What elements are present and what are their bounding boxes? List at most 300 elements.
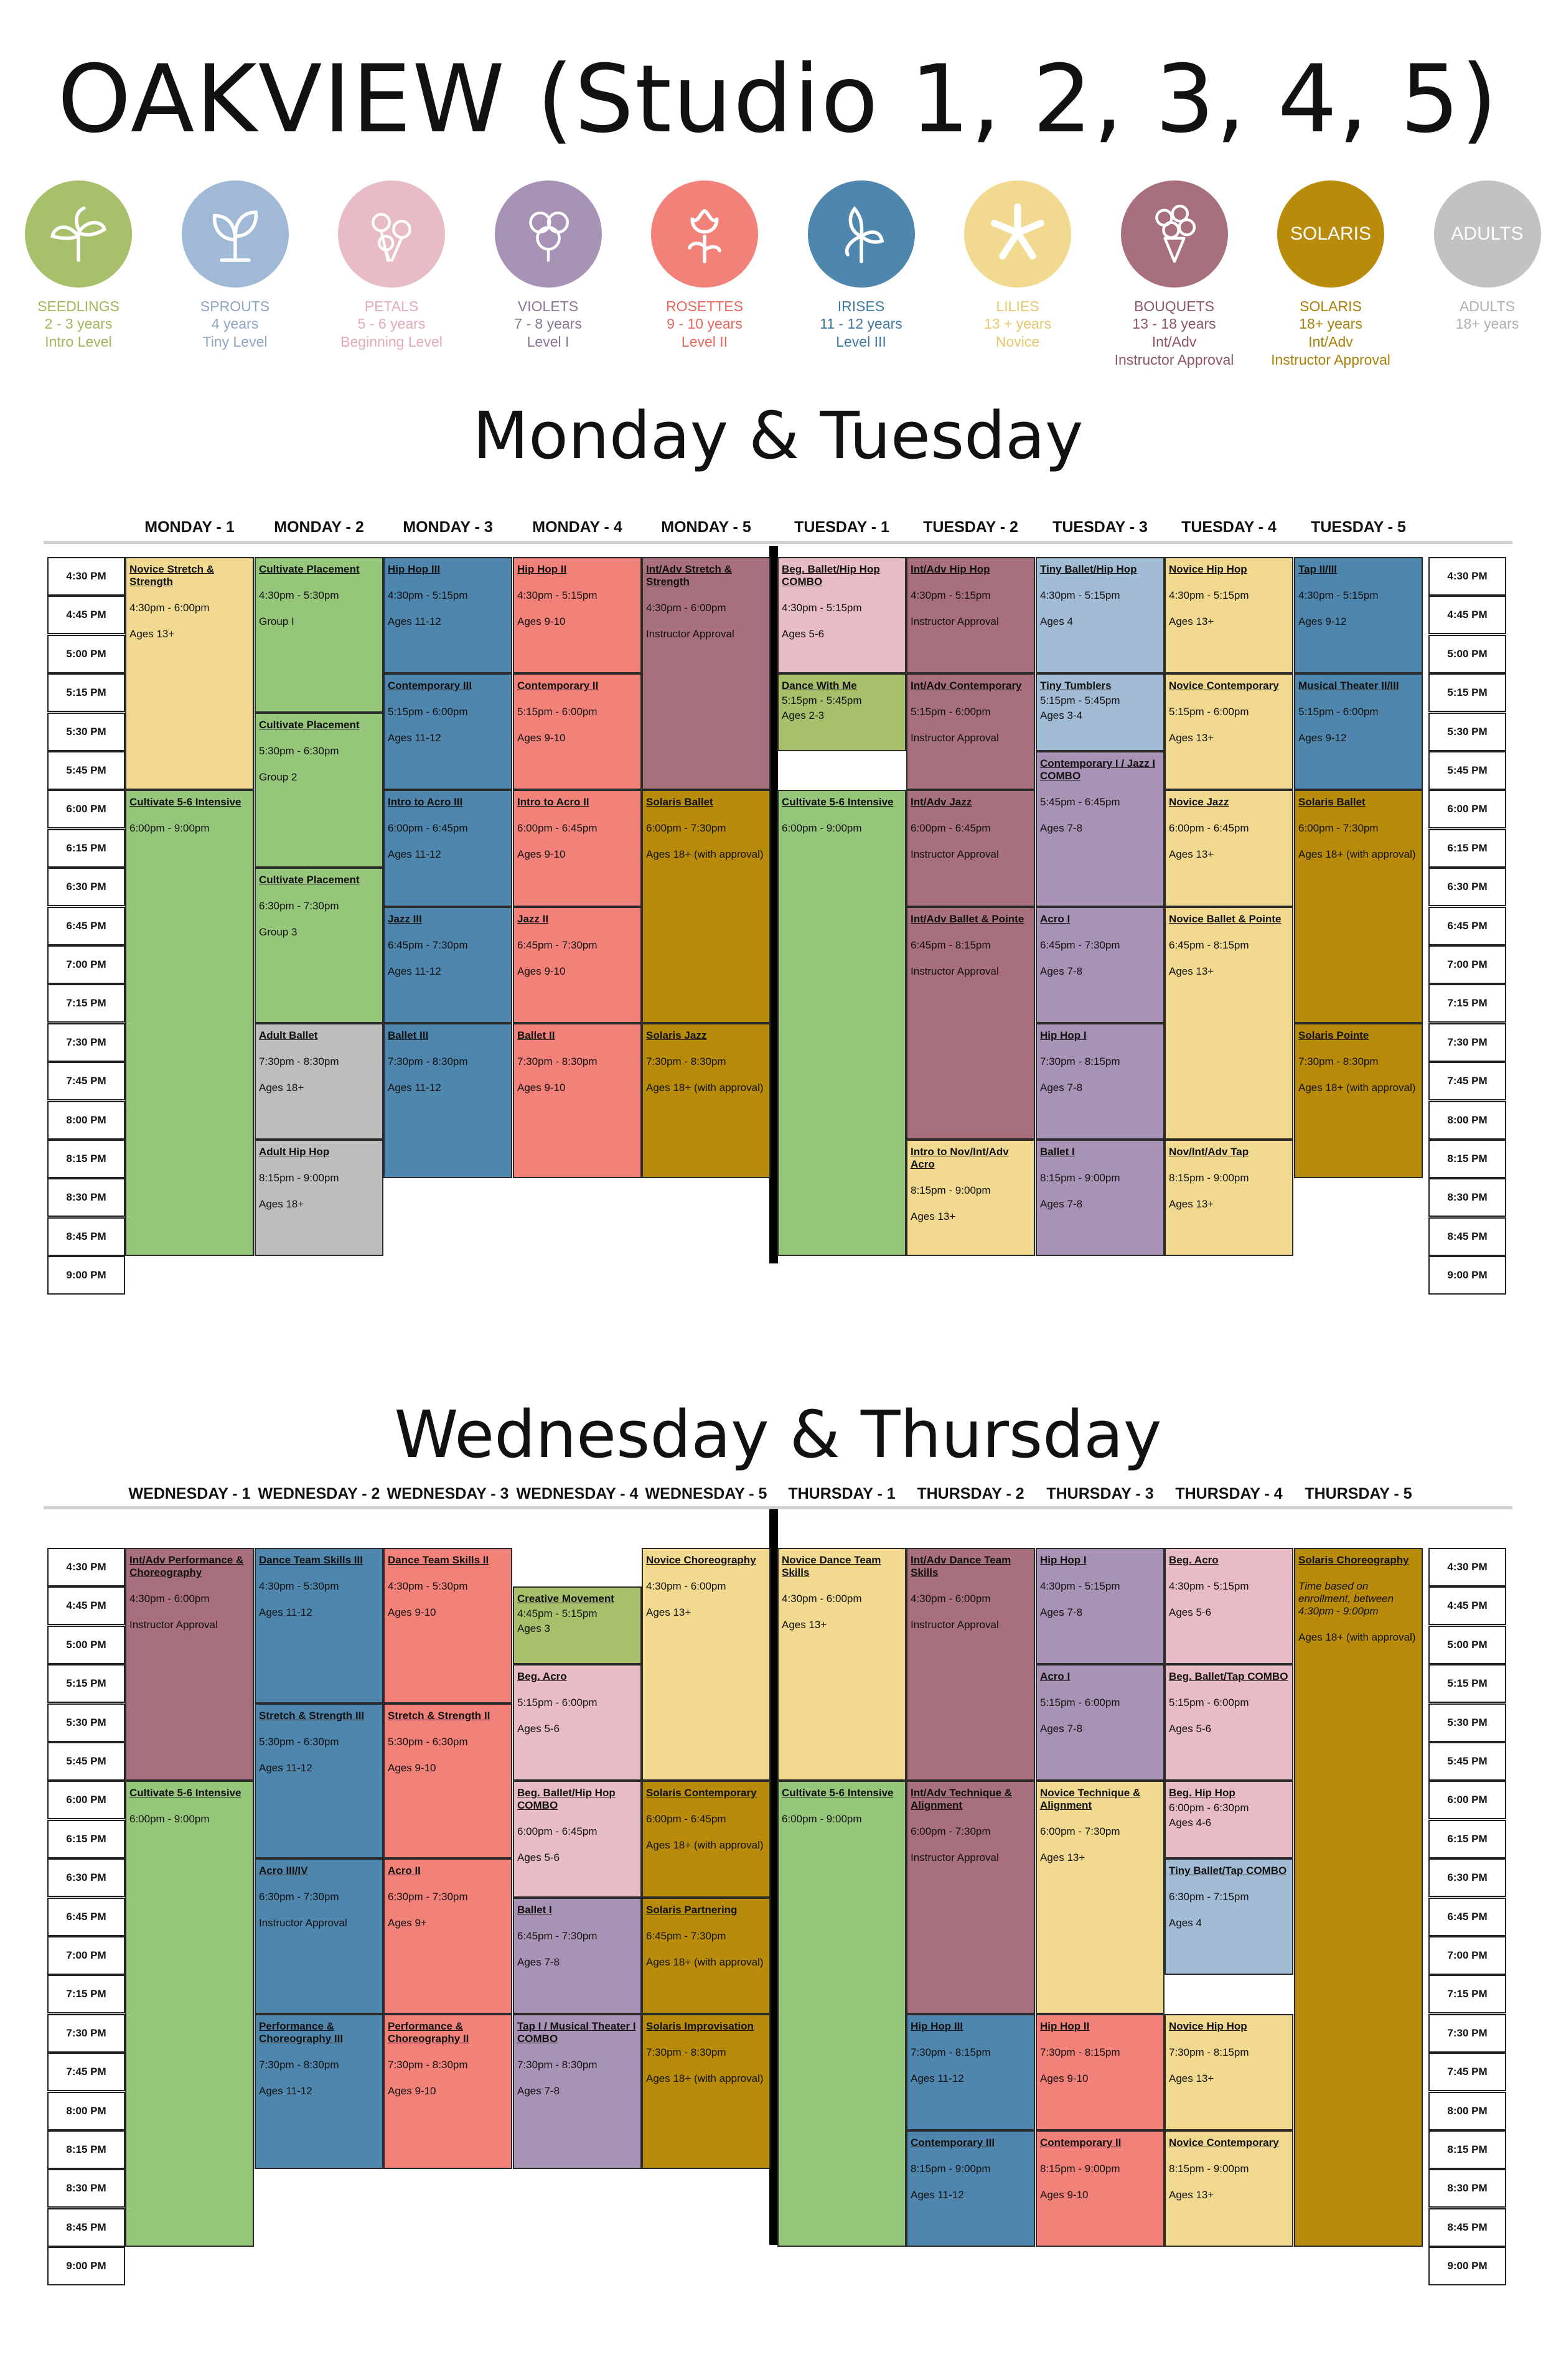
class-time: 7:30pm - 8:30pm — [1298, 1055, 1379, 1067]
class-block[interactable] — [513, 790, 642, 906]
class-name: Novice Dance Team Skills — [782, 1554, 881, 1578]
class-time: 6:45pm - 8:15pm — [911, 939, 991, 951]
lily-icon — [983, 199, 1052, 270]
class-block[interactable] — [383, 1703, 512, 1859]
class-time: 6:00pm - 6:30pm — [1169, 1802, 1249, 1814]
class-block[interactable] — [1294, 557, 1423, 673]
class-block[interactable] — [642, 1898, 771, 2014]
level-sprouts-line3: Tiny Level — [202, 334, 268, 350]
class-block[interactable] — [906, 790, 1035, 906]
header-rule — [44, 541, 1512, 544]
class-block[interactable] — [1036, 1140, 1165, 1256]
class-time: 7:30pm - 8:30pm — [259, 2058, 339, 2071]
class-time: 4:30pm - 6:00pm — [646, 1580, 726, 1592]
class-ages: Ages 5-6 — [1169, 1723, 1212, 1735]
level-irises-circle — [808, 180, 915, 288]
level-rosettes-line2: 9 - 10 years — [667, 316, 743, 332]
class-name: Acro I — [1040, 1670, 1071, 1683]
class-block[interactable] — [1294, 1548, 1423, 2247]
class-block[interactable] — [642, 790, 771, 1023]
class-block[interactable] — [1036, 1548, 1165, 1664]
class-block[interactable] — [383, 790, 512, 906]
class-name: Int/Adv Jazz — [911, 796, 972, 808]
class-name: Int/Adv Technique & Alignment — [911, 1787, 1013, 1812]
class-block[interactable] — [777, 673, 906, 751]
class-block[interactable] — [513, 1586, 642, 1664]
class-block[interactable] — [125, 557, 254, 790]
class-name: Adult Hip Hop — [259, 1146, 330, 1158]
class-block[interactable] — [1036, 2130, 1165, 2247]
flowers-icon — [357, 199, 426, 270]
class-time: 5:15pm - 6:00pm — [1040, 1697, 1120, 1709]
time-slot: 7:00 PM — [1428, 1936, 1506, 1975]
class-block[interactable] — [906, 907, 1035, 1140]
level-seedlings — [4, 180, 153, 351]
class-name: Cultivate 5-6 Intensive — [782, 796, 894, 808]
class-block[interactable] — [383, 2014, 512, 2170]
level-violets-circle — [495, 180, 602, 288]
class-block[interactable] — [1294, 1023, 1423, 1179]
class-name: Novice Hip Hop — [1169, 2020, 1247, 2032]
class-ages: Ages 13+ — [1169, 616, 1214, 627]
class-name: Novice Hip Hop — [1169, 563, 1247, 575]
class-time: 5:15pm - 6:00pm — [1169, 1697, 1249, 1709]
class-time: Time based on enrollment, between 4:30pm - 9:00pm — [1298, 1580, 1394, 1617]
level-solaris-name: SOLARIS — [1300, 298, 1362, 314]
level-petals — [317, 180, 466, 351]
class-name: Hip Hop II — [1040, 2020, 1090, 2032]
class-time: 6:30pm - 7:30pm — [259, 900, 339, 912]
class-block[interactable] — [125, 790, 254, 1256]
level-petals-line3: Beginning Level — [340, 334, 443, 350]
level-sprouts — [161, 180, 310, 351]
class-block[interactable] — [255, 713, 383, 868]
class-block[interactable] — [642, 1548, 771, 1781]
class-name: Solaris Contemporary — [646, 1787, 757, 1799]
time-slot: 8:00 PM — [1428, 1101, 1506, 1140]
class-name: Stretch & Strength III — [259, 1709, 365, 1722]
time-slot: 6:30 PM — [47, 868, 125, 906]
level-lilies-line3: Novice — [995, 334, 1040, 350]
class-ages: Ages 13+ — [646, 1606, 691, 1618]
class-ages: Ages 7-8 — [517, 2084, 560, 2097]
class-name: Novice Choreography — [646, 1554, 756, 1566]
class-name: Intro to Nov/Int/Adv Acro — [911, 1146, 1009, 1170]
class-block[interactable] — [255, 868, 383, 1023]
time-slot: 5:30 PM — [1428, 713, 1506, 751]
class-ages: Ages 18+ — [259, 1198, 304, 1210]
iris-icon — [827, 199, 896, 270]
class-block[interactable] — [255, 1023, 383, 1140]
class-ages: Ages 9-10 — [517, 732, 566, 744]
class-block[interactable] — [642, 557, 771, 790]
class-ages: Instructor Approval — [911, 1852, 999, 1864]
level-seedlings-line2: 2 - 3 years — [44, 316, 113, 332]
class-block[interactable] — [1165, 557, 1293, 673]
time-slot: 9:00 PM — [47, 2247, 125, 2285]
class-block[interactable] — [383, 1023, 512, 1179]
class-ages: Instructor Approval — [646, 628, 734, 640]
class-name: Ballet I — [1040, 1146, 1075, 1158]
class-block[interactable] — [1165, 1858, 1293, 1975]
time-slot: 8:15 PM — [1428, 1140, 1506, 1178]
class-block[interactable] — [255, 1140, 383, 1256]
class-ages: Ages 9-10 — [388, 2084, 436, 2097]
class-block[interactable] — [513, 557, 642, 673]
class-time: 4:30pm - 6:00pm — [911, 1593, 991, 1605]
time-slot: 8:00 PM — [47, 1101, 125, 1140]
class-time: 4:45pm - 5:15pm — [517, 1608, 598, 1620]
time-slot: 6:45 PM — [47, 1898, 125, 1936]
class-block[interactable] — [513, 2014, 642, 2170]
class-name: Intro to Acro II — [517, 796, 589, 808]
class-block[interactable] — [513, 1781, 642, 1897]
level-bouquets-line2: 13 - 18 years — [1132, 316, 1216, 332]
level-solaris-badge-text: SOLARIS — [1290, 223, 1372, 244]
class-name: Dance Team Skills III — [259, 1554, 363, 1566]
class-ages: Ages 11-12 — [911, 2072, 964, 2084]
class-block[interactable] — [1294, 790, 1423, 1023]
class-time: 6:45pm - 7:30pm — [646, 1929, 726, 1942]
level-solaris-circle — [1277, 180, 1384, 288]
time-slot: 7:15 PM — [47, 1975, 125, 2013]
class-ages: Ages 11-12 — [911, 2189, 964, 2201]
class-name: Novice Jazz — [1169, 796, 1229, 808]
class-ages: Ages 9-10 — [517, 965, 566, 977]
class-block[interactable] — [1036, 751, 1165, 907]
class-time: 5:30pm - 6:30pm — [259, 744, 339, 757]
class-block[interactable] — [513, 673, 642, 790]
column-header: TUESDAY - 4 — [1181, 518, 1277, 536]
class-ages: Ages 7-8 — [1040, 1723, 1083, 1735]
class-time: 4:30pm - 5:30pm — [388, 1580, 468, 1592]
class-block[interactable] — [642, 1023, 771, 1179]
class-name: Int/Adv Dance Team Skills — [911, 1554, 1011, 1578]
class-name: Int/Adv Ballet & Pointe — [911, 912, 1024, 925]
level-rosettes — [630, 180, 779, 351]
header-rule — [44, 1506, 1512, 1509]
time-slot: 5:45 PM — [47, 751, 125, 790]
time-slot: 6:30 PM — [1428, 1858, 1506, 1897]
class-ages: Ages 11-12 — [388, 848, 441, 861]
class-ages: Ages 7-8 — [1040, 822, 1083, 834]
class-name: Performance & Choreography II — [388, 2020, 469, 2045]
class-block[interactable] — [1165, 1140, 1293, 1256]
time-slot: 5:45 PM — [47, 1742, 125, 1781]
class-block[interactable] — [1165, 2130, 1293, 2247]
time-slot: 8:30 PM — [47, 2169, 125, 2208]
level-rosettes-name: ROSETTES — [666, 298, 743, 314]
class-block[interactable] — [1165, 907, 1293, 1140]
class-time: 4:30pm - 5:15pm — [1040, 589, 1120, 601]
class-block[interactable] — [255, 557, 383, 713]
class-block[interactable] — [906, 2130, 1035, 2247]
time-slot: 4:30 PM — [1428, 557, 1506, 596]
class-block[interactable] — [255, 1703, 383, 1859]
class-block[interactable] — [777, 790, 906, 1256]
level-solaris-line2: 18+ years — [1299, 316, 1362, 332]
day-divider — [769, 546, 778, 1263]
class-name: Int/Adv Contemporary — [911, 680, 1022, 692]
level-violets-line2: 7 - 8 years — [514, 316, 582, 332]
time-slot: 8:30 PM — [47, 1178, 125, 1217]
class-block[interactable] — [383, 557, 512, 673]
time-slot: 7:45 PM — [47, 1062, 125, 1100]
class-block[interactable] — [125, 1781, 254, 2247]
class-block[interactable] — [1165, 790, 1293, 906]
class-block[interactable] — [777, 557, 906, 673]
class-ages: Ages 18+ (with approval) — [646, 1081, 764, 1094]
level-adults-name: ADULTS — [1459, 298, 1516, 314]
class-name: Novice Contemporary — [1169, 2137, 1279, 2148]
class-ages: Ages 18+ (with approval) — [646, 1839, 764, 1852]
class-block[interactable] — [255, 2014, 383, 2170]
time-slot: 6:00 PM — [47, 790, 125, 828]
class-name: Cultivate 5-6 Intensive — [129, 1787, 241, 1799]
time-slot: 5:15 PM — [1428, 1664, 1506, 1703]
class-name: Ballet I — [517, 1903, 552, 1916]
time-slot: 9:00 PM — [1428, 2247, 1506, 2285]
class-block[interactable] — [1165, 1664, 1293, 1781]
level-solaris — [1256, 180, 1405, 369]
class-ages: Instructor Approval — [911, 1619, 999, 1631]
time-slot: 6:45 PM — [1428, 1898, 1506, 1936]
time-slot: 4:30 PM — [47, 1548, 125, 1586]
class-ages: Ages 11-12 — [388, 616, 441, 627]
class-ages: Ages 9-10 — [517, 848, 566, 861]
level-sprouts-line2: 4 years — [211, 316, 259, 332]
class-ages: Ages 9-10 — [517, 1081, 566, 1094]
class-time: 4:30pm - 5:30pm — [259, 589, 339, 601]
class-block[interactable] — [642, 1781, 771, 1897]
class-time: 7:30pm - 8:15pm — [911, 2046, 991, 2058]
time-slot: 8:00 PM — [1428, 2092, 1506, 2130]
time-slot: 8:45 PM — [1428, 2208, 1506, 2247]
class-block[interactable] — [255, 1548, 383, 1703]
class-ages: Ages 7-8 — [1040, 1081, 1083, 1094]
class-ages: Ages 4 — [1040, 616, 1073, 627]
class-ages: Ages 18+ (with approval) — [1298, 1631, 1416, 1643]
time-slot: 5:30 PM — [1428, 1703, 1506, 1742]
class-time: 4:30pm - 5:15pm — [1040, 1580, 1120, 1592]
class-time: 6:00pm - 9:00pm — [129, 822, 210, 835]
class-ages: Ages 9+ — [388, 1917, 427, 1929]
column-header: MONDAY - 5 — [661, 518, 751, 536]
class-time: 6:00pm - 7:30pm — [911, 1825, 991, 1838]
class-block[interactable] — [777, 1781, 906, 2247]
class-time: 6:00pm - 9:00pm — [782, 1813, 862, 1825]
class-name: Acro II — [388, 1865, 421, 1877]
class-ages: Instructor Approval — [911, 616, 999, 627]
time-slot: 7:00 PM — [1428, 945, 1506, 984]
class-ages: Ages 9-10 — [1040, 2189, 1089, 2201]
class-name: Jazz III — [388, 912, 422, 925]
class-block[interactable] — [1036, 557, 1165, 673]
class-ages: Ages 5-6 — [782, 628, 825, 640]
class-name: Nov/Int/Adv Tap — [1169, 1146, 1249, 1158]
class-time: 5:15pm - 6:00pm — [517, 706, 598, 718]
class-name: Beg. Ballet/Hip Hop COMBO — [782, 563, 880, 588]
class-time: 6:00pm - 9:00pm — [129, 1813, 210, 1825]
class-time: 4:30pm - 6:00pm — [782, 1593, 862, 1605]
class-block[interactable] — [513, 1664, 642, 1781]
class-block[interactable] — [1036, 2014, 1165, 2130]
class-time: 6:00pm - 6:45pm — [646, 1813, 726, 1825]
class-ages: Ages 18+ (with approval) — [646, 2072, 764, 2084]
class-time: 6:30pm - 7:30pm — [388, 1891, 468, 1903]
class-name: Cultivate Placement — [259, 718, 360, 731]
class-name: Contemporary II — [517, 680, 599, 692]
column-header: MONDAY - 3 — [403, 518, 493, 536]
violet-icon — [514, 199, 583, 270]
sprout-icon — [44, 199, 113, 270]
time-slot: 5:15 PM — [47, 1664, 125, 1703]
class-name: Cultivate Placement — [259, 563, 360, 575]
class-block[interactable] — [1036, 1023, 1165, 1140]
class-ages: Ages 13+ — [1169, 2072, 1214, 2084]
class-block[interactable] — [1036, 673, 1165, 751]
time-slot: 4:45 PM — [1428, 596, 1506, 634]
class-name: Beg. Hip Hop — [1169, 1787, 1235, 1799]
time-slot: 7:00 PM — [47, 945, 125, 984]
class-block[interactable] — [906, 1140, 1035, 1256]
class-block[interactable] — [383, 1548, 512, 1703]
class-time: 7:30pm - 8:15pm — [1169, 2046, 1249, 2058]
class-ages: Ages 7-8 — [1040, 965, 1083, 977]
time-slot: 5:30 PM — [47, 713, 125, 751]
class-block[interactable] — [1165, 673, 1293, 790]
class-time: 8:15pm - 9:00pm — [911, 2163, 991, 2175]
class-block[interactable] — [383, 673, 512, 790]
class-block[interactable] — [383, 1858, 512, 2014]
level-sprouts-name: SPROUTS — [200, 298, 270, 314]
class-ages: Ages 9-10 — [517, 616, 566, 627]
class-block[interactable] — [777, 1548, 906, 1781]
class-ages: Ages 7-8 — [1040, 1606, 1083, 1618]
class-time: 5:30pm - 6:30pm — [388, 1735, 468, 1748]
time-slot: 5:00 PM — [1428, 1626, 1506, 1664]
time-slot: 6:00 PM — [1428, 790, 1506, 828]
class-ages: Instructor Approval — [129, 1619, 218, 1631]
class-time: 4:30pm - 5:15pm — [782, 602, 862, 614]
class-block[interactable] — [383, 907, 512, 1023]
class-block[interactable] — [513, 907, 642, 1023]
class-name: Adult Ballet — [259, 1029, 318, 1041]
class-name: Creative Movement — [517, 1593, 614, 1605]
class-name: Contemporary I / Jazz I COMBO — [1040, 757, 1156, 782]
class-time: 4:30pm - 5:15pm — [1169, 1580, 1249, 1592]
class-time: 6:00pm - 6:45pm — [517, 1825, 598, 1838]
time-slot: 8:15 PM — [1428, 2130, 1506, 2169]
class-time: 8:15pm - 9:00pm — [1040, 1172, 1120, 1184]
class-name: Solaris Pointe — [1298, 1029, 1369, 1041]
class-name: Ballet II — [517, 1029, 555, 1041]
class-name: Int/Adv Stretch & Strength — [646, 563, 732, 588]
column-header: THURSDAY - 4 — [1175, 1485, 1283, 1502]
time-slot: 8:15 PM — [47, 2130, 125, 2169]
time-slot: 7:30 PM — [1428, 1023, 1506, 1062]
time-slot: 8:45 PM — [47, 2208, 125, 2247]
time-slot: 5:30 PM — [47, 1703, 125, 1742]
class-ages: Ages 18+ (with approval) — [646, 848, 764, 861]
class-block[interactable] — [906, 2014, 1035, 2130]
class-time: 6:00pm - 6:45pm — [911, 822, 991, 835]
class-block[interactable] — [1165, 2014, 1293, 2130]
level-rosettes-line3: Level II — [681, 334, 728, 350]
class-ages: Ages 2-3 — [782, 710, 825, 722]
class-name: Novice Technique & Alignment — [1040, 1787, 1141, 1812]
class-block[interactable] — [513, 1898, 642, 2014]
class-ages: Instructor Approval — [911, 965, 999, 977]
class-ages: Ages 13+ — [1169, 848, 1214, 861]
level-lilies-circle — [964, 180, 1071, 288]
class-time: 4:30pm - 5:15pm — [911, 589, 991, 601]
class-time: 4:30pm - 5:15pm — [517, 589, 598, 601]
class-name: Hip Hop I — [1040, 1029, 1087, 1041]
class-time: 8:15pm - 9:00pm — [259, 1172, 339, 1184]
class-name: Solaris Jazz — [646, 1029, 707, 1041]
column-header: THURSDAY - 3 — [1046, 1485, 1154, 1502]
time-slot: 5:45 PM — [1428, 1742, 1506, 1781]
column-header: WEDNESDAY - 1 — [128, 1485, 251, 1502]
time-slot: 6:30 PM — [47, 1858, 125, 1897]
class-name: Solaris Ballet — [646, 796, 713, 808]
class-block[interactable] — [906, 1781, 1035, 2013]
class-block[interactable] — [906, 557, 1035, 673]
column-header: MONDAY - 2 — [274, 518, 364, 536]
class-ages: Ages 5-6 — [517, 1852, 560, 1864]
class-name: Dance Team Skills II — [388, 1554, 489, 1566]
class-name: Beg. Acro — [517, 1670, 567, 1683]
class-block[interactable] — [1165, 1781, 1293, 1858]
level-petals-line2: 5 - 6 years — [357, 316, 426, 332]
class-block[interactable] — [1036, 1664, 1165, 1781]
level-bouquets-line3: Int/Adv — [1151, 334, 1197, 350]
class-block[interactable] — [125, 1548, 254, 1781]
time-slot: 6:15 PM — [1428, 1820, 1506, 1858]
class-time: 6:00pm - 6:45pm — [517, 822, 598, 835]
class-ages: Ages 18+ (with approval) — [1298, 1081, 1416, 1094]
class-time: 6:30pm - 7:30pm — [259, 1891, 339, 1903]
time-slot: 7:15 PM — [1428, 984, 1506, 1023]
class-name: Int/Adv Performance & Choreography — [129, 1554, 244, 1578]
class-block[interactable] — [255, 1858, 383, 2014]
class-time: 7:30pm - 8:30pm — [388, 2058, 468, 2071]
class-block[interactable] — [1294, 673, 1423, 790]
class-block[interactable] — [513, 1023, 642, 1179]
class-time: 6:00pm - 9:00pm — [782, 822, 862, 835]
class-time: 5:45pm - 6:45pm — [1040, 796, 1120, 808]
class-ages: Ages 9-10 — [388, 1606, 436, 1618]
class-time: 7:30pm - 8:30pm — [517, 2058, 598, 2071]
time-slot: 4:45 PM — [47, 1586, 125, 1625]
level-irises — [787, 180, 936, 351]
class-block[interactable] — [906, 1548, 1035, 1781]
time-slot: 4:30 PM — [47, 557, 125, 596]
class-block[interactable] — [1036, 1781, 1165, 2013]
class-ages: Ages 18+ (with approval) — [1298, 848, 1416, 861]
time-slot: 6:15 PM — [47, 829, 125, 868]
class-ages: Instructor Approval — [911, 732, 999, 744]
class-block[interactable] — [642, 2014, 771, 2170]
time-slot: 4:30 PM — [1428, 1548, 1506, 1586]
class-block[interactable] — [1165, 1548, 1293, 1664]
class-block[interactable] — [906, 673, 1035, 790]
class-block[interactable] — [1036, 907, 1165, 1023]
level-adults-circle — [1434, 180, 1541, 288]
level-violets — [474, 180, 623, 351]
level-violets-name: VIOLETS — [517, 298, 579, 314]
